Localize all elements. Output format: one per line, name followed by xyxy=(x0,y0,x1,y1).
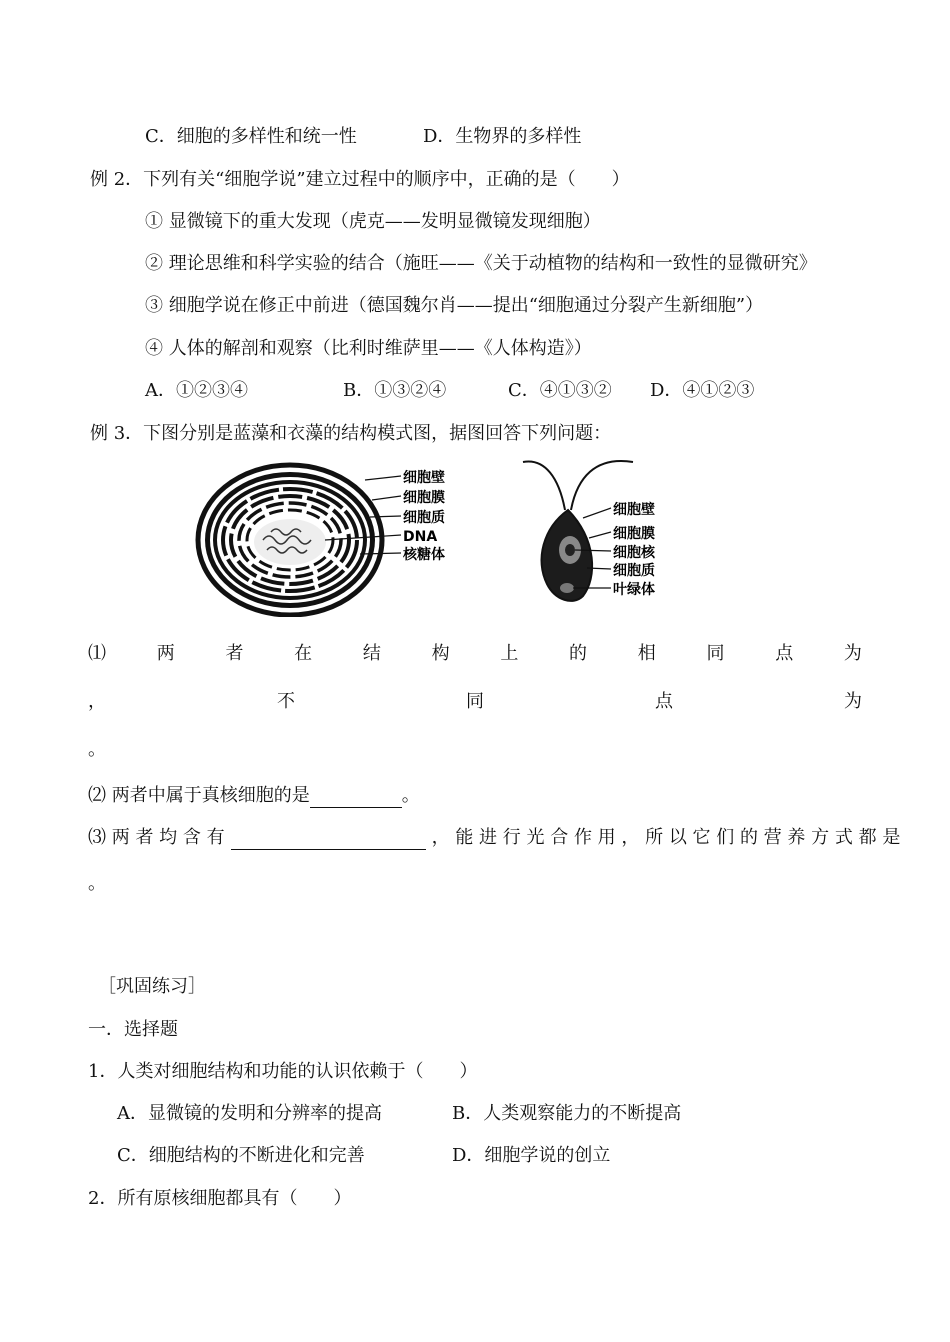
ex2-item-2: ② 理论思维和科学实验的结合（施旺——《关于动植物的结构和一致性的显微研究》 xyxy=(145,253,817,274)
fig2-label-membrane: 细胞膜 xyxy=(613,526,655,542)
q2-end: 。 xyxy=(401,785,420,806)
fig2-label-cell-wall: 细胞壁 xyxy=(613,502,655,518)
ex2-item-3: ③ 细胞学说在修正中前进（德国魏尔肖——提出“细胞通过分裂产生新细胞”） xyxy=(145,295,764,316)
ex2-option-a: A．①②③④ xyxy=(145,380,248,401)
q1-char: ， xyxy=(88,691,106,712)
q1-char: 同 xyxy=(706,643,725,664)
fig1-label-ribosome: 核糖体 xyxy=(403,547,445,563)
practice-q1-option-a: A．显微镜的发明和分辨率的提高 xyxy=(117,1103,382,1124)
q1-char: 上 xyxy=(500,643,519,664)
practice-q1-option-c: C．细胞结构的不断进化和完善 xyxy=(117,1145,365,1166)
fig1-label-cell-wall: 细胞壁 xyxy=(403,470,445,486)
ex3-q1-line1 xyxy=(88,642,862,666)
practice-q2-stem: 2．所有原核细胞都具有（ ） xyxy=(88,1188,352,1209)
ex3-q2 xyxy=(88,784,420,808)
fig1-label-cytoplasm: 细胞质 xyxy=(403,510,445,526)
ex2-option-c: C．④①③② xyxy=(508,380,612,401)
q1-char: 点 xyxy=(655,691,673,712)
q1-char: 者 xyxy=(225,643,244,664)
fig2-label-cytoplasm: 细胞质 xyxy=(613,563,655,579)
q2-answer-blank[interactable] xyxy=(310,787,402,808)
ex3-q1-line2 xyxy=(88,690,862,714)
ex1-option-d: D．生物界的多样性 xyxy=(423,126,582,147)
fig2-label-chloroplast: 叶绿体 xyxy=(613,582,655,598)
ex2-item-4: ④ 人体的解剖和观察（比利时维萨里——《人体构造》） xyxy=(145,338,592,359)
fig1-label-membrane: 细胞膜 xyxy=(403,490,445,506)
q2-text: ⑵ 两者中属于真核细胞的是 xyxy=(88,785,310,806)
fig2-label-nucleus: 细胞核 xyxy=(613,545,655,561)
ex2-option-d: D．④①②③ xyxy=(650,380,755,401)
ex3-stem: 例 3．下图分别是蓝藻和衣藻的结构模式图，据图回答下列问题： xyxy=(90,423,612,444)
q1-char: 点 xyxy=(775,643,794,664)
ex2-option-b: B．①③②④ xyxy=(343,380,447,401)
ex3-q3-end: 。 xyxy=(88,873,106,894)
chlamydomonas-diagram xyxy=(515,448,675,610)
q3-text-2: ， 能 进 行 光 合 作 用 ， 所 以 它 们 的 营 养 方 式 都 是 xyxy=(431,827,901,848)
q1-char: 两 xyxy=(156,643,175,664)
ex3-q1-end: 。 xyxy=(88,739,106,760)
q1-char: 构 xyxy=(431,643,450,664)
fig1-label-dna: DNA xyxy=(403,529,438,545)
practice-q1-option-b: B．人类观察能力的不断提高 xyxy=(452,1103,682,1124)
practice-q1-stem: 1．人类对细胞结构和功能的认识依赖于（ ） xyxy=(88,1061,478,1082)
q1-char: 不 xyxy=(277,691,295,712)
cyanobacteria-diagram xyxy=(195,462,470,617)
q1-char: 的 xyxy=(569,643,588,664)
q1-char: 结 xyxy=(362,643,381,664)
q1-char: 为 xyxy=(844,691,862,712)
ex1-option-c: C．细胞的多样性和统一性 xyxy=(145,126,357,147)
q1-char: 同 xyxy=(466,691,484,712)
q1-char: ⑴ xyxy=(88,643,106,664)
ex3-q3 xyxy=(88,826,900,850)
q3-answer-blank[interactable] xyxy=(231,829,426,850)
ex2-stem: 例 2．下列有关“细胞学说”建立过程中的顺序中，正确的是（ ） xyxy=(90,169,630,190)
q3-text: ⑶ 两 者 均 含 有 xyxy=(88,827,225,848)
q1-char: 为 xyxy=(843,643,862,664)
q1-char: 相 xyxy=(637,643,656,664)
section-title: 一．选择题 xyxy=(88,1019,178,1040)
practice-q1-option-d: D．细胞学说的创立 xyxy=(452,1145,611,1166)
q1-char: 在 xyxy=(294,643,313,664)
practice-heading: ［巩固练习］ xyxy=(98,976,206,997)
ex2-item-1: ① 显微镜下的重大发现（虎克——发明显微镜发现细胞） xyxy=(145,211,601,232)
